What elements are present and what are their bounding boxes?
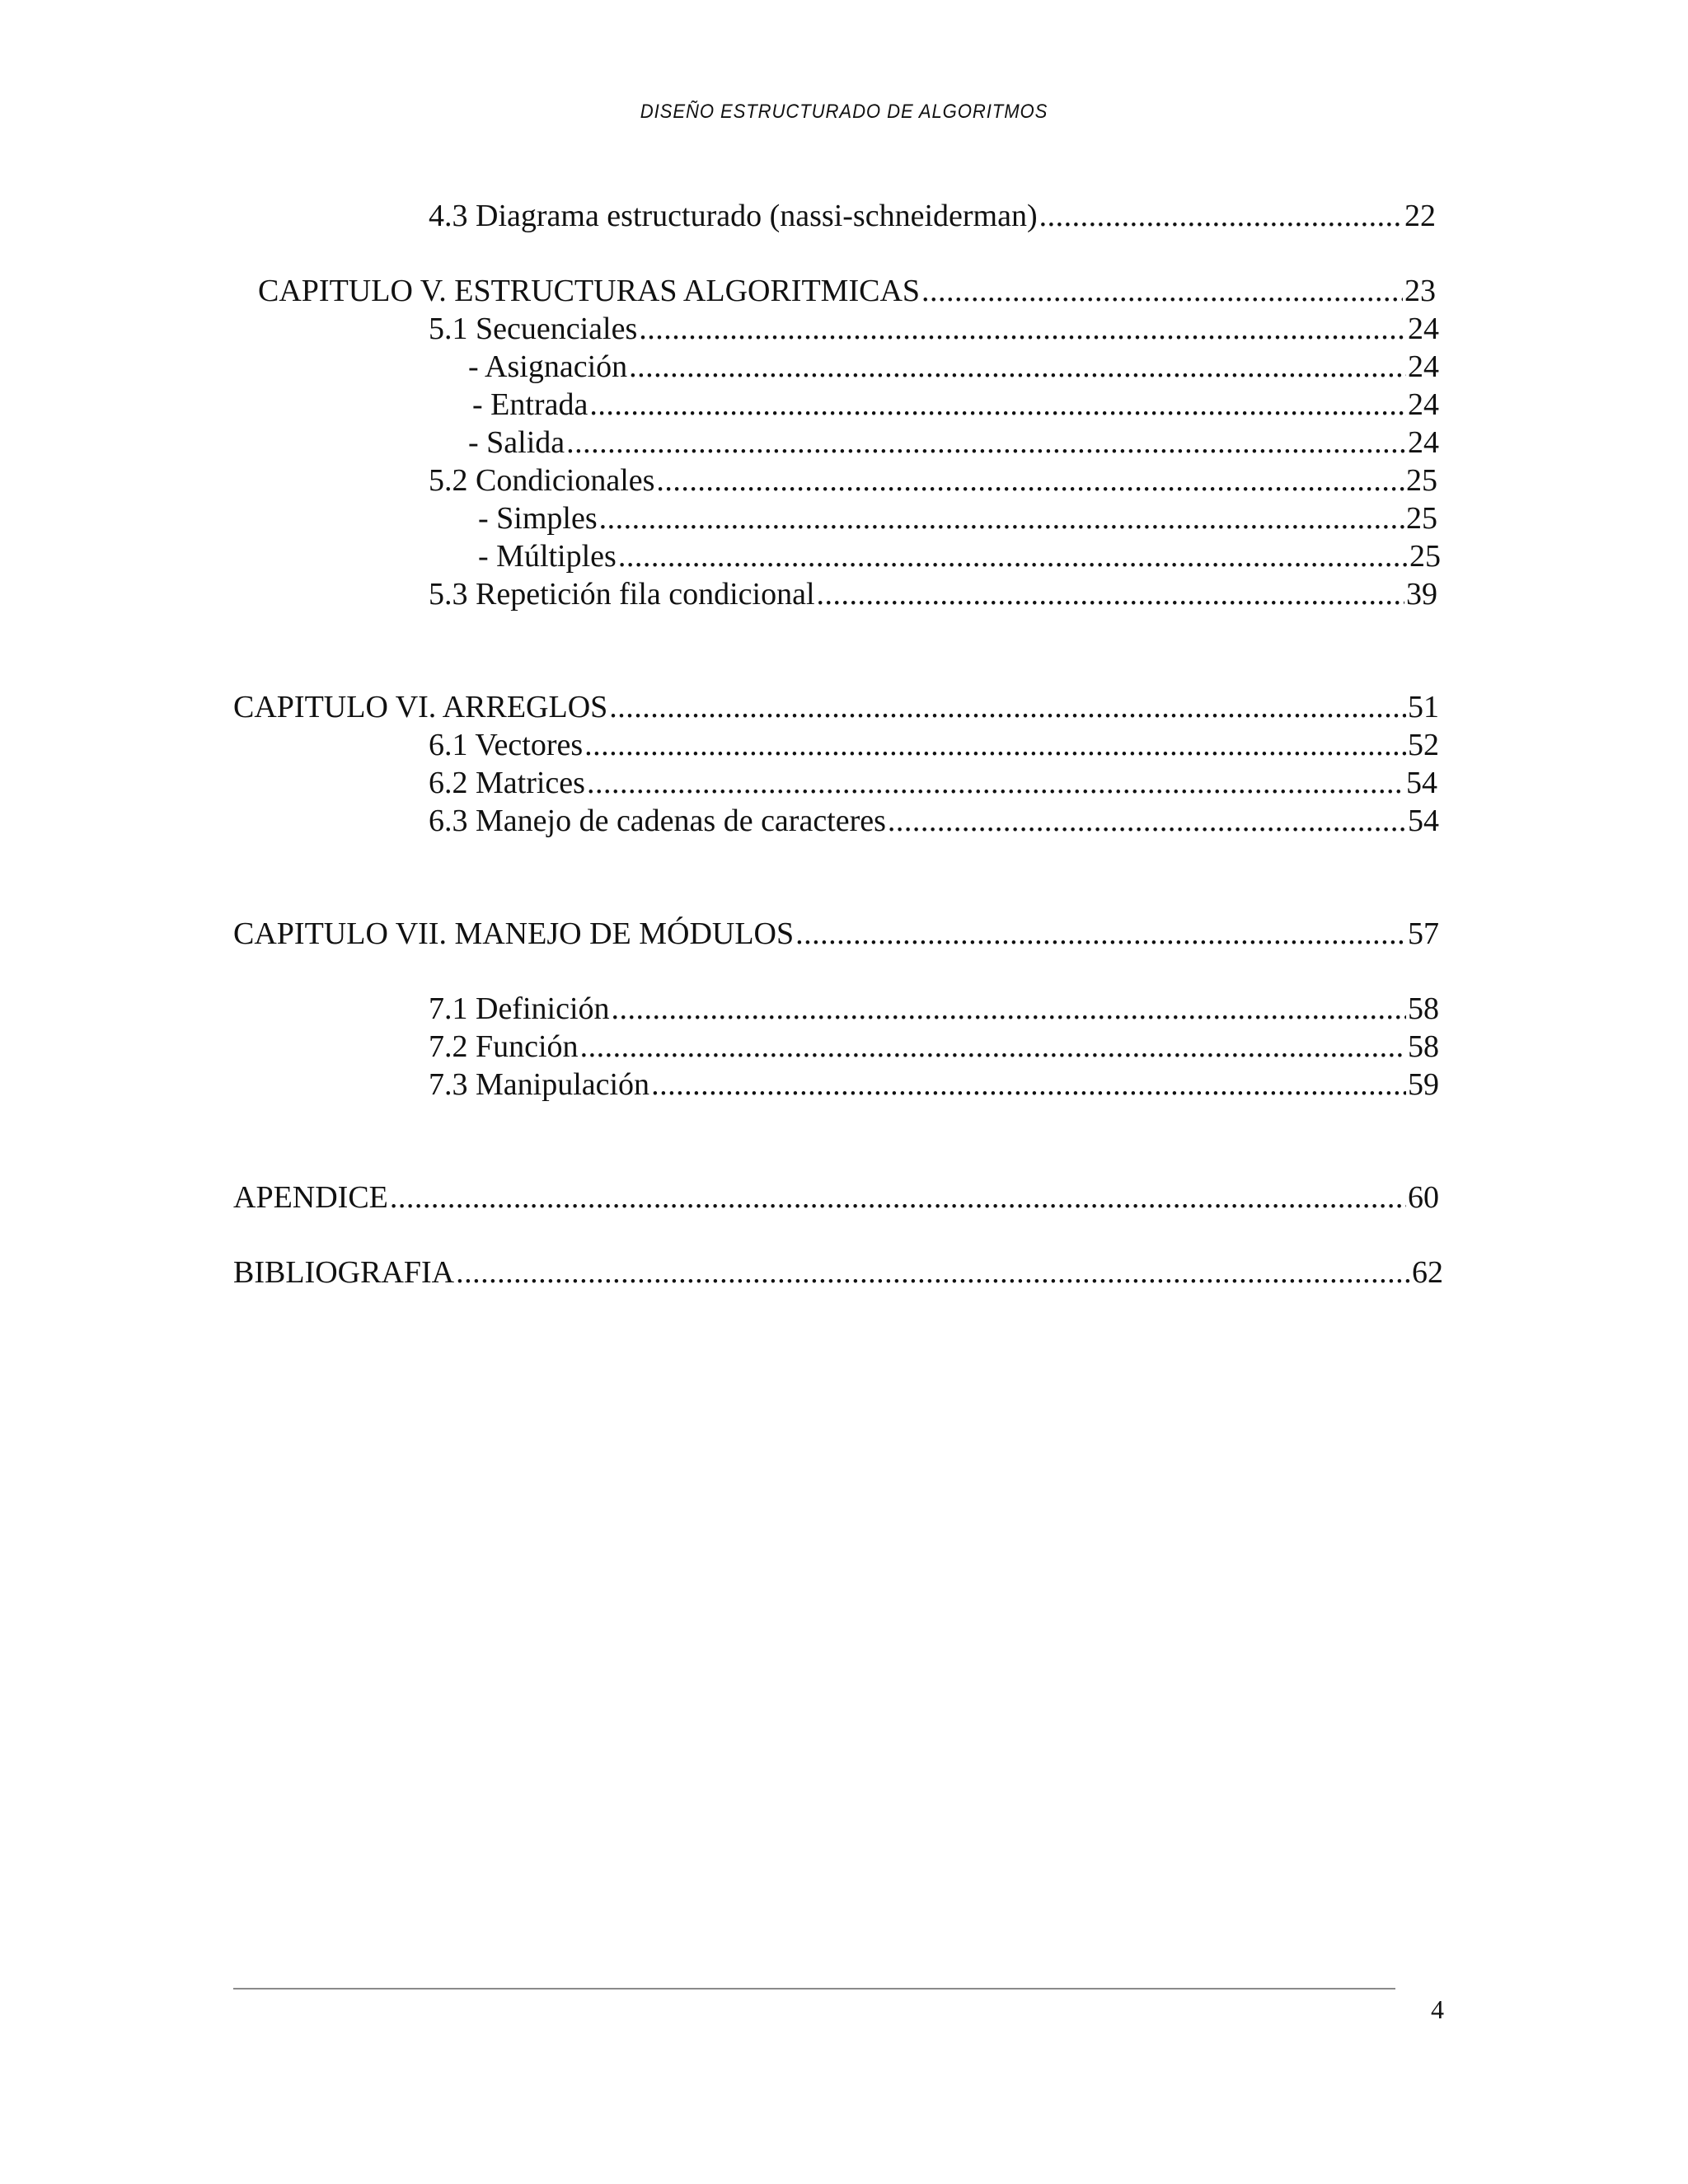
toc-entry [429,1066,1439,1104]
toc-entry-page: 22 [1404,199,1436,233]
toc-dot-leader [921,272,1403,310]
toc-entry [429,726,1439,764]
toc-dot-leader [795,915,1406,953]
toc-entry-label: 6.1 Vectores [429,728,584,762]
toc-entry-label: 6.2 Matrices [429,766,585,800]
toc-entry-label: 7.2 Función [429,1029,579,1064]
toc-entry-label: CAPITULO VII. MANEJO DE MÓDULOS [233,916,795,951]
toc-entry-label: - Múltiples [478,539,617,574]
toc-entry-label: APENDICE [233,1180,388,1215]
toc-dot-leader [612,990,1406,1028]
toc-entry-page: 52 [1408,728,1439,762]
toc-entry [233,915,1439,953]
toc-entry-page: 25 [1406,463,1437,498]
toc-entry [429,990,1439,1028]
toc-entry-label: BIBLIOGRAFIA [233,1255,455,1290]
toc-dot-leader [656,462,1404,499]
toc-entry [472,386,1439,424]
toc-entry-page: 62 [1412,1255,1443,1290]
toc-entry-page: 51 [1408,690,1439,724]
toc-entry-label: 7.1 Definición [429,991,610,1026]
toc-entry [233,1179,1439,1216]
toc-entry-page: 60 [1408,1180,1439,1215]
toc-entry [233,1254,1443,1291]
toc-entry-page: 57 [1408,916,1439,951]
toc-entry-label: 6.3 Manejo de cadenas de caracteres [429,804,886,838]
toc-entry-page: 23 [1404,274,1436,308]
toc-entry [429,764,1437,802]
toc-dot-leader [589,386,1406,424]
toc-entry [468,424,1439,462]
toc-entry [429,462,1437,499]
toc-dot-leader [456,1254,1410,1291]
toc-entry [468,348,1439,386]
toc-entry-label: - Asignación [468,349,628,384]
toc-entry [478,537,1441,575]
toc-entry-page: 59 [1408,1067,1439,1102]
toc-dot-leader [599,499,1404,537]
toc-dot-leader [587,764,1404,802]
toc-entry-label: 4.3 Diagrama estructurado (nassi-schneiderman) [429,199,1038,233]
toc-entry [429,802,1439,840]
footer-rule [233,1988,1395,1990]
toc-dot-leader [566,424,1406,462]
toc-dot-leader [580,1028,1406,1066]
toc-entry-label: 5.3 Repetición fila condicional [429,577,815,612]
toc-dot-leader [618,537,1408,575]
toc-entry-page: 54 [1408,804,1439,838]
toc-dot-leader [390,1179,1406,1216]
toc-entry-page: 24 [1408,387,1439,422]
toc-entry-page: 25 [1406,501,1437,536]
toc-entry-page: 58 [1408,991,1439,1026]
toc-entry-label: CAPITULO V. ESTRUCTURAS ALGORITMICAS [258,274,921,308]
toc-entry-page: 54 [1406,766,1437,800]
toc-entry [429,310,1439,348]
toc-entry [478,499,1437,537]
toc-entry [429,575,1437,613]
toc-entry-label: - Salida [468,425,565,460]
toc-entry-label: - Simples [478,501,598,536]
toc-entry-page: 24 [1408,312,1439,346]
toc-dot-leader [609,688,1406,726]
toc-entry-label: 7.3 Manipulación [429,1067,650,1102]
toc-dot-leader [629,348,1406,386]
toc-entry [429,1028,1439,1066]
toc-entry-label: - Entrada [472,387,588,422]
toc-dot-leader [651,1066,1406,1104]
toc-entry-page: 39 [1406,577,1437,612]
toc-dot-leader [639,310,1406,348]
page-number: 4 [1431,1994,1444,2024]
toc-entry-label: 5.2 Condicionales [429,463,655,498]
toc-entry [429,197,1436,235]
toc-entry [258,272,1436,310]
toc-dot-leader [1039,197,1403,235]
toc-dot-leader [584,726,1406,764]
toc-entry [233,688,1439,726]
toc-entry-page: 25 [1409,539,1441,574]
toc-entry-page: 58 [1408,1029,1439,1064]
toc-entry-label: 5.1 Secuenciales [429,312,638,346]
toc-dot-leader [888,802,1406,840]
toc-entry-page: 24 [1408,425,1439,460]
toc-entry-page: 24 [1408,349,1439,384]
toc-dot-leader [817,575,1404,613]
toc-entry-label: CAPITULO VI. ARREGLOS [233,690,608,724]
running-header: DISEÑO ESTRUCTURADO DE ALGORITMOS [640,101,1048,123]
